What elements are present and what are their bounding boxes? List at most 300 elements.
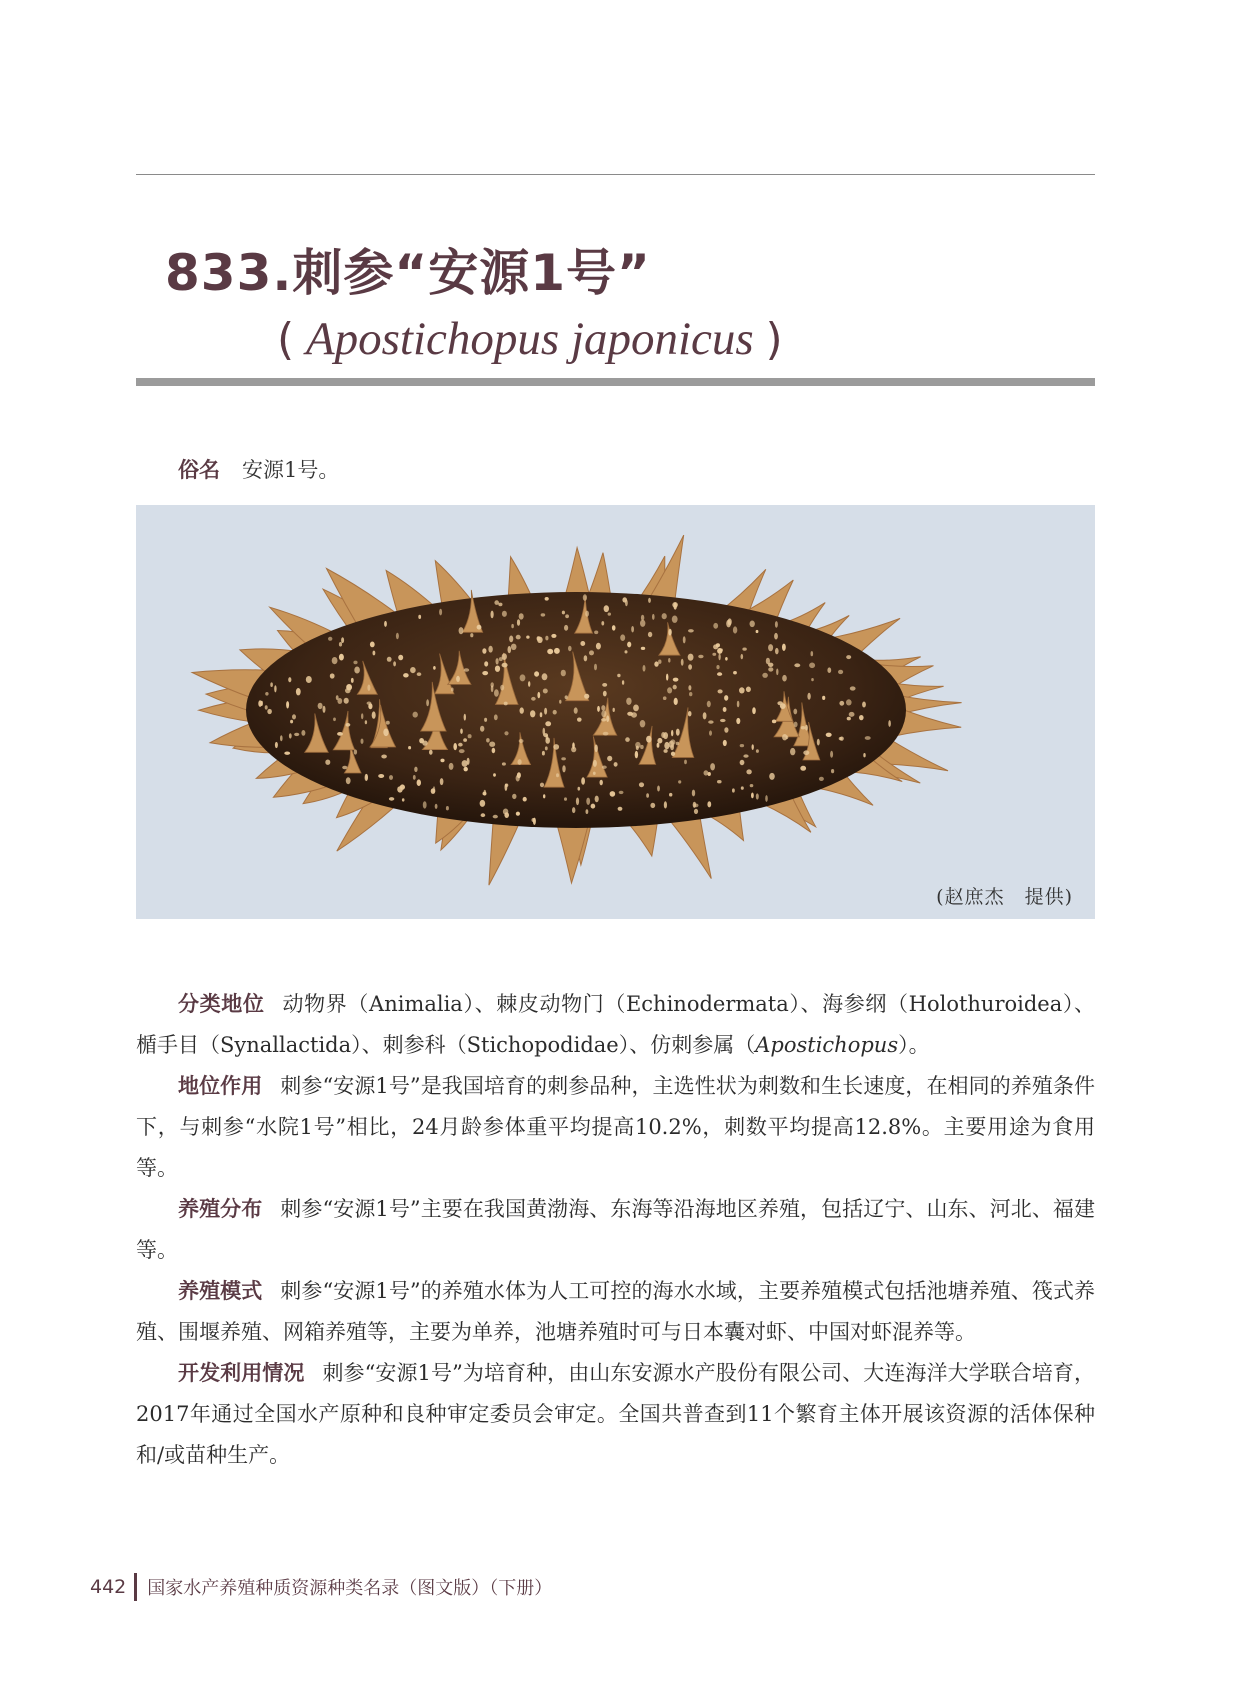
- tube-foot: [725, 657, 728, 661]
- tube-foot: [353, 661, 357, 665]
- tube-foot: [519, 613, 524, 619]
- classification-text: 动物界（Animalia）、棘皮动物门（Echinodermata）、海参纲（Holothuroidea）、楯手目（Synallactida）、刺参科（Stichopodidae）、仿刺参属（: [136, 992, 1096, 1057]
- tube-foot: [688, 685, 691, 690]
- tube-foot: [426, 699, 429, 706]
- tube-foot: [746, 769, 751, 774]
- tube-foot: [584, 655, 588, 661]
- tube-foot: [794, 663, 800, 667]
- tube-foot: [668, 658, 670, 663]
- tube-foot: [368, 703, 372, 709]
- tube-foot: [433, 666, 436, 670]
- tube-foot: [543, 794, 545, 798]
- tube-foot: [265, 705, 268, 709]
- tube-foot: [862, 702, 866, 708]
- tube-foot: [676, 729, 680, 736]
- tube-foot: [397, 786, 403, 792]
- tube-foot: [396, 633, 399, 639]
- tube-foot: [692, 790, 695, 797]
- tube-foot: [446, 806, 449, 810]
- tube-foot: [737, 701, 740, 708]
- tube-foot: [495, 666, 500, 672]
- tube-foot: [673, 678, 679, 682]
- tube-foot: [484, 718, 487, 722]
- tube-foot: [622, 680, 624, 685]
- tube-foot: [601, 705, 605, 711]
- tube-foot: [811, 678, 814, 681]
- tube-foot: [577, 718, 582, 722]
- tube-foot: [270, 682, 273, 687]
- tube-foot: [517, 619, 520, 626]
- tube-foot: [593, 772, 596, 775]
- development-text: 刺参“安源1号”为培育种，由山东安源水产股份有限公司、大连海洋大学联合培育，2017年通过全国水产原种和良种审定委员会审定。全国共普查到11个繁育主体开展该资源的活体保种和/或苗种生产。: [136, 1361, 1095, 1467]
- tube-foot: [608, 613, 611, 616]
- tube-foot: [502, 611, 507, 617]
- tube-foot: [361, 713, 363, 719]
- tube-foot: [723, 740, 727, 746]
- tube-foot: [847, 717, 851, 721]
- tube-foot: [826, 733, 832, 737]
- tube-foot: [769, 773, 775, 780]
- tube-foot: [596, 643, 601, 650]
- tube-foot: [625, 737, 630, 742]
- tube-foot: [865, 736, 871, 740]
- tube-foot: [372, 711, 376, 718]
- tube-foot: [668, 741, 674, 748]
- tube-foot: [620, 634, 625, 641]
- tube-foot: [688, 654, 694, 661]
- tube-foot: [564, 625, 568, 631]
- tube-foot: [565, 695, 568, 699]
- tube-foot: [339, 654, 344, 661]
- section-mode: [136, 1271, 1095, 1353]
- tube-foot: [846, 655, 851, 659]
- tube-foot: [440, 778, 444, 785]
- tube-foot: [726, 620, 731, 628]
- tube-foot: [661, 732, 665, 738]
- tube-foot: [752, 707, 756, 714]
- tube-foot: [625, 600, 628, 607]
- tube-foot: [408, 746, 411, 749]
- tube-foot: [752, 744, 754, 750]
- tube-foot: [650, 803, 655, 808]
- tube-foot: [672, 602, 678, 608]
- tube-foot: [839, 701, 844, 706]
- tube-foot: [504, 812, 509, 818]
- sea-cucumber-photo: [136, 505, 1095, 919]
- tube-foot: [502, 762, 506, 765]
- tube-foot: [710, 763, 715, 770]
- tube-foot: [683, 636, 686, 643]
- tube-foot: [809, 663, 815, 669]
- tube-foot: [449, 763, 454, 770]
- photo-credit: (赵庶杰 提供): [936, 886, 1073, 908]
- role-label: 地位作用: [178, 1074, 263, 1098]
- tube-foot: [839, 737, 842, 740]
- common-name: [178, 454, 339, 484]
- tube-foot: [689, 692, 692, 696]
- tube-foot: [671, 752, 675, 756]
- tube-foot: [288, 677, 291, 682]
- tube-foot: [601, 718, 606, 721]
- tube-foot: [831, 769, 834, 773]
- tube-foot: [584, 694, 589, 699]
- tube-foot: [373, 651, 376, 656]
- section-role: [136, 1066, 1095, 1189]
- tube-foot: [333, 718, 336, 722]
- tube-foot: [464, 668, 470, 672]
- tube-foot: [633, 705, 639, 712]
- tube-foot: [724, 727, 728, 733]
- section-classification: [136, 984, 1095, 1066]
- tube-foot: [756, 749, 759, 753]
- tube-foot: [337, 732, 343, 736]
- tube-foot: [296, 688, 301, 695]
- tube-foot: [533, 818, 536, 825]
- tube-foot: [554, 648, 560, 654]
- tube-foot: [859, 715, 864, 720]
- sea-cucumber-illustration: [136, 505, 1095, 919]
- tube-foot: [603, 691, 607, 697]
- tube-foot: [496, 658, 499, 664]
- tube-foot: [341, 637, 344, 643]
- tube-foot: [265, 692, 268, 696]
- tube-foot: [464, 767, 468, 772]
- tube-foot: [337, 698, 342, 704]
- tube-foot: [551, 634, 556, 638]
- common-name-value: 安源1号。: [242, 458, 340, 482]
- tube-foot: [657, 786, 660, 792]
- tube-foot: [328, 637, 332, 641]
- title-underline: [136, 378, 1095, 386]
- tube-foot: [354, 667, 360, 674]
- tube-foot: [556, 773, 559, 777]
- tube-foot: [540, 712, 543, 717]
- tube-foot: [470, 633, 473, 637]
- section-development: [136, 1353, 1095, 1476]
- tube-foot: [451, 688, 454, 692]
- classification-genus: Apostichopus: [755, 1033, 899, 1057]
- tube-foot: [481, 813, 486, 817]
- tube-foot: [684, 760, 687, 765]
- tube-foot: [657, 743, 660, 748]
- tube-foot: [640, 720, 646, 727]
- tube-foot: [480, 726, 484, 732]
- tube-foot: [403, 673, 409, 677]
- tube-foot: [393, 661, 396, 666]
- tube-foot: [654, 661, 658, 666]
- tube-foot: [361, 739, 364, 744]
- tube-foot: [750, 621, 755, 628]
- tube-foot: [553, 744, 559, 750]
- tube-foot: [456, 676, 460, 682]
- tube-foot: [520, 707, 524, 713]
- tube-foot: [641, 647, 645, 650]
- tube-foot: [846, 699, 852, 705]
- tube-foot: [306, 676, 312, 683]
- tube-foot: [720, 719, 726, 722]
- tube-foot: [435, 804, 438, 809]
- tube-foot: [367, 685, 370, 691]
- tube-foot: [718, 654, 720, 661]
- tube-foot: [389, 775, 393, 780]
- tube-foot: [504, 731, 508, 735]
- tube-foot: [419, 738, 424, 743]
- tube-foot: [743, 754, 748, 757]
- tube-foot: [581, 777, 585, 784]
- tube-foot: [543, 733, 548, 737]
- tube-foot: [635, 742, 640, 748]
- mode-label: 养殖模式: [178, 1279, 263, 1303]
- tube-foot: [346, 777, 351, 784]
- tube-foot: [678, 780, 681, 783]
- tube-foot: [775, 648, 779, 654]
- tube-foot: [323, 706, 326, 713]
- tube-foot: [709, 730, 712, 735]
- development-label: 开发利用情况: [178, 1361, 305, 1385]
- tube-foot: [429, 750, 433, 755]
- tube-foot: [772, 720, 776, 724]
- tube-foot: [453, 743, 457, 750]
- tube-foot: [365, 774, 368, 781]
- tube-foot: [612, 625, 616, 630]
- tube-foot: [578, 787, 581, 791]
- tube-foot: [602, 766, 607, 769]
- tube-foot: [716, 643, 720, 647]
- tube-foot: [838, 670, 843, 674]
- tube-foot: [493, 773, 496, 776]
- tube-foot: [483, 792, 487, 796]
- tube-foot: [413, 712, 418, 718]
- tube-foot: [800, 766, 806, 771]
- tube-foot: [565, 614, 569, 618]
- tube-foot: [739, 687, 745, 693]
- page-title: 833.刺参“安源1号”: [165, 244, 651, 302]
- tube-foot: [805, 725, 808, 731]
- tube-foot: [863, 753, 865, 757]
- tube-foot: [631, 712, 637, 717]
- tube-foot: [774, 633, 778, 640]
- tube-foot: [267, 709, 272, 714]
- tube-foot: [492, 748, 496, 753]
- tube-foot: [439, 609, 442, 616]
- tube-foot: [500, 685, 504, 691]
- tube-foot: [688, 664, 692, 670]
- tube-foot: [601, 621, 604, 625]
- tube-foot: [601, 710, 606, 717]
- tube-foot: [646, 736, 651, 743]
- tube-foot: [553, 710, 557, 715]
- tube-foot: [354, 749, 357, 754]
- tube-foot: [301, 730, 305, 736]
- tube-foot: [793, 709, 797, 715]
- tube-foot: [703, 712, 707, 719]
- tube-foot: [274, 685, 276, 692]
- tube-foot: [698, 655, 703, 658]
- tube-foot: [289, 733, 292, 738]
- tube-foot: [545, 636, 548, 641]
- tube-foot: [765, 795, 768, 802]
- tube-foot: [640, 620, 645, 627]
- tube-foot: [384, 621, 387, 627]
- tube-foot: [489, 742, 495, 747]
- tube-foot: [602, 683, 607, 687]
- tube-foot: [586, 809, 589, 814]
- tube-foot: [762, 673, 768, 678]
- tube-foot: [667, 687, 672, 693]
- tube-foot: [491, 685, 494, 692]
- tube-foot: [688, 711, 692, 716]
- tube-foot: [583, 594, 587, 601]
- tube-foot: [417, 779, 421, 786]
- tube-foot: [597, 706, 600, 712]
- tube-foot: [625, 650, 628, 653]
- tube-foot: [704, 770, 709, 775]
- tube-foot: [676, 742, 680, 745]
- tube-foot: [511, 644, 517, 650]
- tube-foot: [664, 749, 668, 753]
- tube-foot: [537, 692, 540, 698]
- tube-foot: [669, 630, 672, 636]
- tube-foot: [292, 714, 296, 719]
- tube-foot: [365, 720, 367, 724]
- tube-foot: [545, 737, 550, 744]
- tube-foot: [258, 700, 262, 707]
- tube-foot: [275, 742, 278, 748]
- tube-foot: [561, 670, 566, 677]
- tube-foot: [512, 794, 516, 799]
- tube-foot: [594, 631, 598, 635]
- common-name-label: 俗名: [178, 458, 220, 482]
- tube-foot: [318, 703, 323, 709]
- tube-foot: [540, 783, 544, 788]
- tube-foot: [339, 642, 342, 647]
- tube-foot: [672, 616, 678, 623]
- tube-foot: [850, 686, 856, 690]
- tube-foot: [482, 648, 486, 654]
- tube-foot: [733, 626, 737, 633]
- tube-foot: [330, 673, 335, 678]
- tube-foot: [707, 701, 711, 707]
- tube-foot: [639, 782, 644, 787]
- tube-foot: [646, 793, 649, 798]
- tube-foot: [674, 698, 678, 705]
- tube-foot: [545, 746, 548, 750]
- tube-foot: [768, 663, 773, 667]
- tube-foot: [717, 780, 722, 783]
- book-title: 国家水产养殖种质资源种类名录（图文版）（下册）: [147, 1578, 553, 1599]
- tube-foot: [740, 760, 745, 765]
- tube-foot: [370, 642, 375, 648]
- tube-foot: [643, 665, 646, 672]
- tube-foot: [561, 757, 566, 760]
- tube-foot: [742, 648, 746, 651]
- tube-foot: [822, 696, 825, 700]
- tube-foot: [613, 708, 615, 712]
- tube-foot: [280, 735, 283, 741]
- tube-foot: [541, 613, 546, 616]
- tube-foot: [635, 751, 638, 758]
- latin-open-paren: (: [277, 314, 295, 365]
- tube-foot: [418, 615, 421, 619]
- tube-foot: [516, 812, 520, 816]
- tube-foot: [707, 801, 711, 807]
- tube-foot: [708, 720, 713, 723]
- tube-foot: [716, 665, 719, 669]
- tube-foot: [423, 801, 427, 808]
- tube-foot: [290, 720, 293, 724]
- tube-foot: [332, 657, 338, 664]
- classification-label: 分类地位: [178, 992, 265, 1016]
- tube-foot: [607, 756, 612, 761]
- tube-foot: [346, 723, 351, 727]
- tube-foot: [713, 623, 718, 629]
- tube-foot: [351, 678, 354, 683]
- tube-foot: [666, 674, 668, 681]
- tube-foot: [462, 760, 468, 767]
- page-number: 442: [90, 1576, 127, 1598]
- tube-foot: [664, 801, 667, 808]
- tube-foot: [537, 636, 541, 640]
- tube-foot: [733, 671, 737, 674]
- tube-foot: [494, 600, 499, 605]
- tube-foot: [740, 744, 744, 747]
- classification-text-end: ）。: [898, 1033, 930, 1057]
- tube-foot: [688, 629, 694, 632]
- tube-foot: [542, 751, 545, 756]
- tube-foot: [694, 804, 699, 808]
- tube-foot: [648, 632, 652, 637]
- tube-foot: [741, 654, 744, 659]
- tube-foot: [756, 630, 759, 633]
- tube-foot: [586, 798, 590, 805]
- tube-foot: [768, 644, 773, 651]
- tube-foot: [414, 767, 417, 772]
- tube-foot: [542, 673, 548, 680]
- body-text: [136, 984, 1095, 1476]
- tube-foot: [386, 721, 390, 725]
- tube-foot: [708, 772, 711, 776]
- tube-foot: [486, 738, 490, 742]
- tube-foot: [817, 739, 820, 746]
- tube-foot: [673, 685, 677, 690]
- tube-foot: [528, 681, 530, 687]
- tube-foot: [720, 648, 723, 651]
- tube-foot: [488, 646, 492, 653]
- tube-foot: [504, 702, 508, 706]
- tube-foot: [498, 603, 502, 607]
- tube-foot: [681, 659, 684, 666]
- tube-foot: [502, 663, 508, 668]
- tube-foot: [640, 745, 644, 749]
- tube-foot: [794, 722, 798, 728]
- tube-foot: [782, 675, 787, 682]
- tube-foot: [595, 745, 598, 753]
- tube-foot: [440, 759, 444, 763]
- tube-foot: [606, 715, 609, 722]
- tube-foot: [286, 701, 289, 708]
- tube-foot: [547, 649, 553, 654]
- tube-foot: [652, 614, 655, 620]
- tube-foot: [790, 748, 795, 755]
- tube-foot: [662, 613, 667, 619]
- tube-foot: [568, 646, 572, 651]
- tube-foot: [493, 815, 498, 819]
- tube-foot: [736, 718, 740, 724]
- tube-foot: [580, 641, 585, 646]
- tube-foot: [381, 755, 387, 759]
- tube-foot: [516, 635, 521, 640]
- tube-foot: [523, 797, 527, 802]
